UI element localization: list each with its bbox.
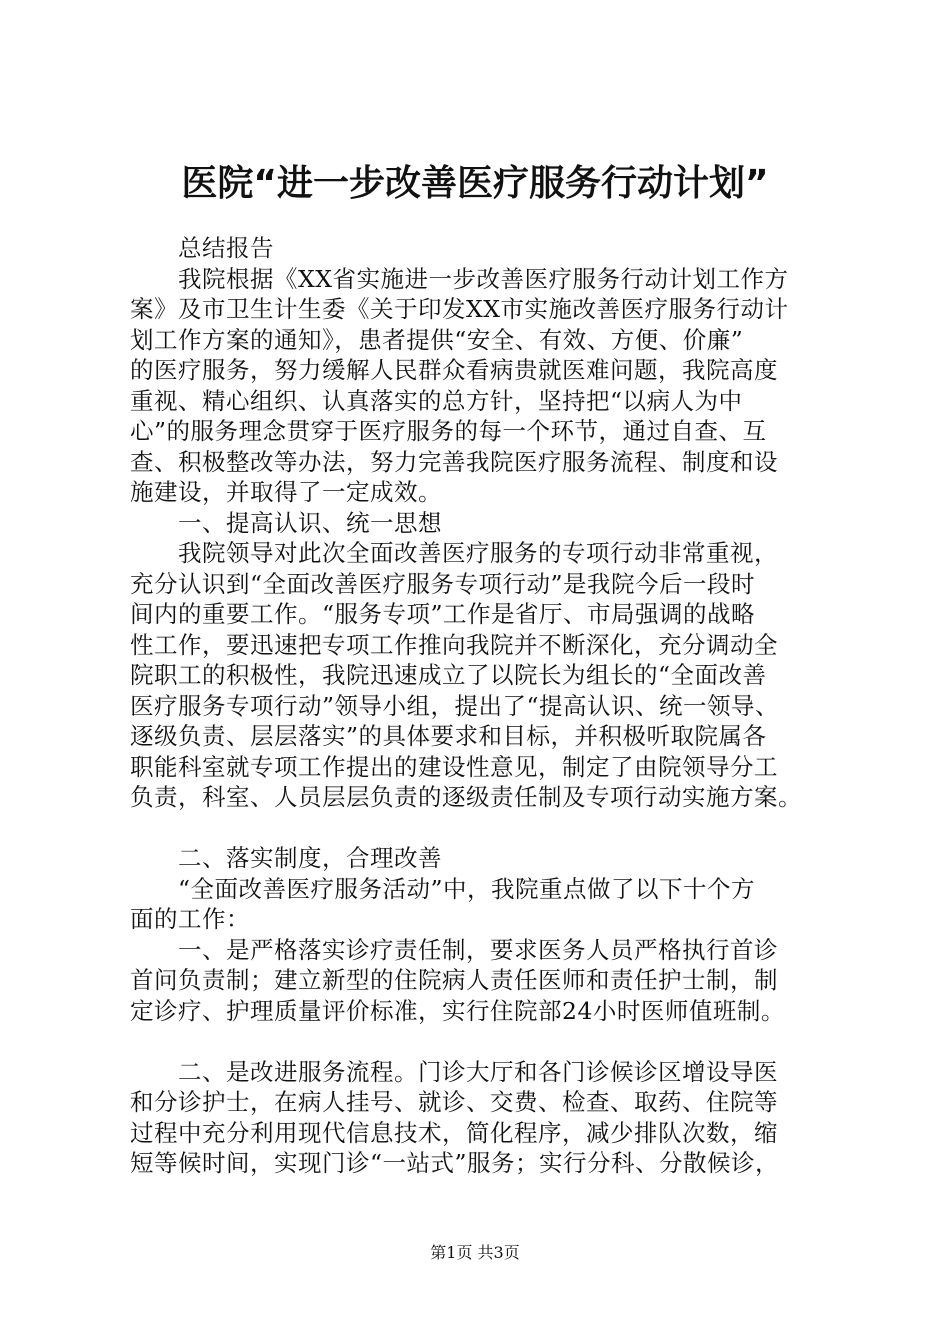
text-line: 重视、精心组织、认真落实的总方针，坚持把“以病人为中 [130,386,743,415]
document-title: 医院“进一步改善医疗服务行动计划” [181,163,769,204]
text-line: 和分诊护士，在病人挂号、就诊、交费、检查、取药、住院等 [130,1088,778,1116]
text-line: 一、提高认识、统一思想 [178,508,442,537]
text-line: 我院根据《XX省实施进一步改善医疗服务行动计划工作方 [178,264,789,293]
text-line: 过程中充分利用现代信息技术，简化程序，减少排队次数，缩 [130,1118,778,1147]
text-line: 短等候时间，实现门诊“一站式”服务；实行分科、分散候诊， [130,1149,780,1177]
text-line: 间内的重要工作。“服务专项”工作是省厅、市局强调的战略 [130,600,756,628]
text-line: 医疗服务专项行动”领导小组，提出了“提高认识、统一领导、 [130,691,780,720]
text-line: 定诊疗、护理质量评价标准，实行住院部24小时医师值班制。 [130,996,785,1025]
text-line: 心”的服务理念贯穿于医疗服务的每一个环节，通过自查、互 [130,417,767,445]
text-line: 负责，科室、人员层层负责的逐级责任制及专项行动实施方案。 [130,783,802,811]
blank-line [130,813,840,844]
text-line: 院职工的积极性，我院迅速成立了以院长为组长的“全面改善 [130,661,767,689]
text-line: 性工作，要迅速把专项工作推向我院并不断深化，充分调动全 [130,630,778,659]
text-line: 二、是改进服务流程。门诊大厅和各门诊候诊区增设导医 [178,1057,778,1086]
text-line: 划工作方案的通知》，患者提供“安全、有效、方便、价廉” [130,325,744,354]
text-line: “全面改善医疗服务活动”中，我院重点做了以下十个方 [178,874,756,903]
text-line: 首问负责制；建立新型的住院病人责任医师和责任护士制，制 [130,966,778,994]
text-line: 施建设，并取得了一定成效。 [130,478,442,506]
document-body [130,233,840,1179]
text-line: 充分认识到“全面改善医疗服务专项行动”是我院今后一段时 [130,569,756,598]
text-line: 我院领导对此次全面改善医疗服务的专项行动非常重视， [178,539,778,567]
text-line: 二、落实制度，合理改善 [178,844,442,872]
text-line: 的医疗服务，努力缓解人民群众看病贵就医难问题，我院高度 [130,356,778,384]
text-line: 逐级负责、层层落实”的具体要求和目标，并积极听取院属各 [130,722,767,750]
text-line: 面的工作： [130,905,250,933]
text-line: 一、是严格落实诊疗责任制，要求医务人员严格执行首诊 [178,935,778,964]
page-footer: 第1页 共3页 [430,1243,520,1262]
text-line: 案》及市卫生计生委《关于印发XX市实施改善医疗服务行动计 [130,295,789,323]
text-line: 查、积极整改等办法，努力完善我院医疗服务流程、制度和设 [130,447,778,476]
text-line: 总结报告 [178,234,274,262]
text-line: 职能科室就专项工作提出的建设性意见，制定了由院领导分工 [130,752,778,781]
blank-line [130,1026,840,1057]
